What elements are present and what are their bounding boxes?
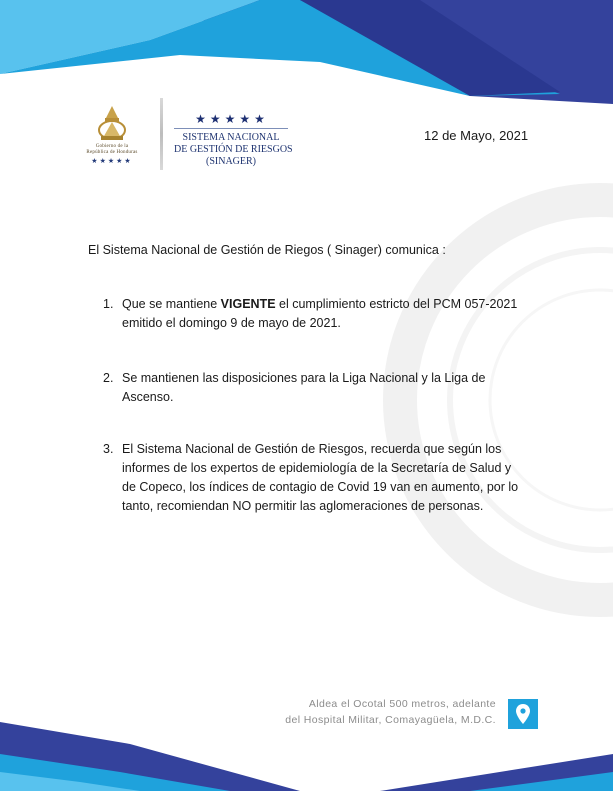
list-item-number: 1. <box>103 297 114 311</box>
location-pin-icon <box>508 699 538 729</box>
list-item-text <box>122 295 522 333</box>
list-item-number: 2. <box>103 371 114 385</box>
sinager-name-line1: SISTEMA NACIONAL <box>182 132 280 143</box>
item1-emphasis: VIGENTE <box>220 297 276 311</box>
list-item-text: Se mantienen las disposiciones para la Liga Nacional y la Liga de Ascenso. <box>122 371 486 404</box>
list-item <box>103 440 533 540</box>
intro-statement: El Sistema Nacional de Gestión de Riegos ( Sinager) comunica : <box>88 243 446 257</box>
gov-logo-caption <box>70 144 154 156</box>
logo-divider <box>160 98 163 170</box>
list-item-number: 3. <box>103 442 114 456</box>
footer-address <box>280 696 496 728</box>
gov-caption-line2: República de Honduras <box>86 150 138 155</box>
list-item-text: El Sistema Nacional de Gestión de Riesgos, recuerda que según los informes de los expertos de epidemiología de la Secretaría de Salud y de Copeco, los índices de contagio de Covid 19 van en aumento, por lo tanto, recomiendan NO permitir las aglomeraciones de personas. <box>122 442 519 513</box>
address-line1: Aldea el Ocotal 500 metros, adelante <box>308 698 496 710</box>
gov-caption-line1: Gobierno de la <box>95 144 129 149</box>
gov-stars-icon: ★★★★★ <box>91 158 133 165</box>
document-date: 12 de Mayo, 2021 <box>424 128 529 143</box>
sinager-stars-icon: ★★★★★ <box>195 112 269 126</box>
list-item <box>103 369 533 409</box>
item1-text-after: el cumplimiento estricto del PCM 057-2021 emitido el domingo 9 de mayo de 2021. <box>122 297 518 330</box>
address-line2: del Hospital Militar, Comayagüela, M.D.C. <box>285 714 496 726</box>
sinager-name-line2: DE GESTIÓN DE RIESGOS <box>174 144 293 155</box>
sinager-rule <box>174 128 288 129</box>
item1-text-before: Que se mantiene <box>122 297 221 311</box>
list-item <box>103 295 533 335</box>
sinager-name-line3: (SINAGER) <box>206 156 256 167</box>
